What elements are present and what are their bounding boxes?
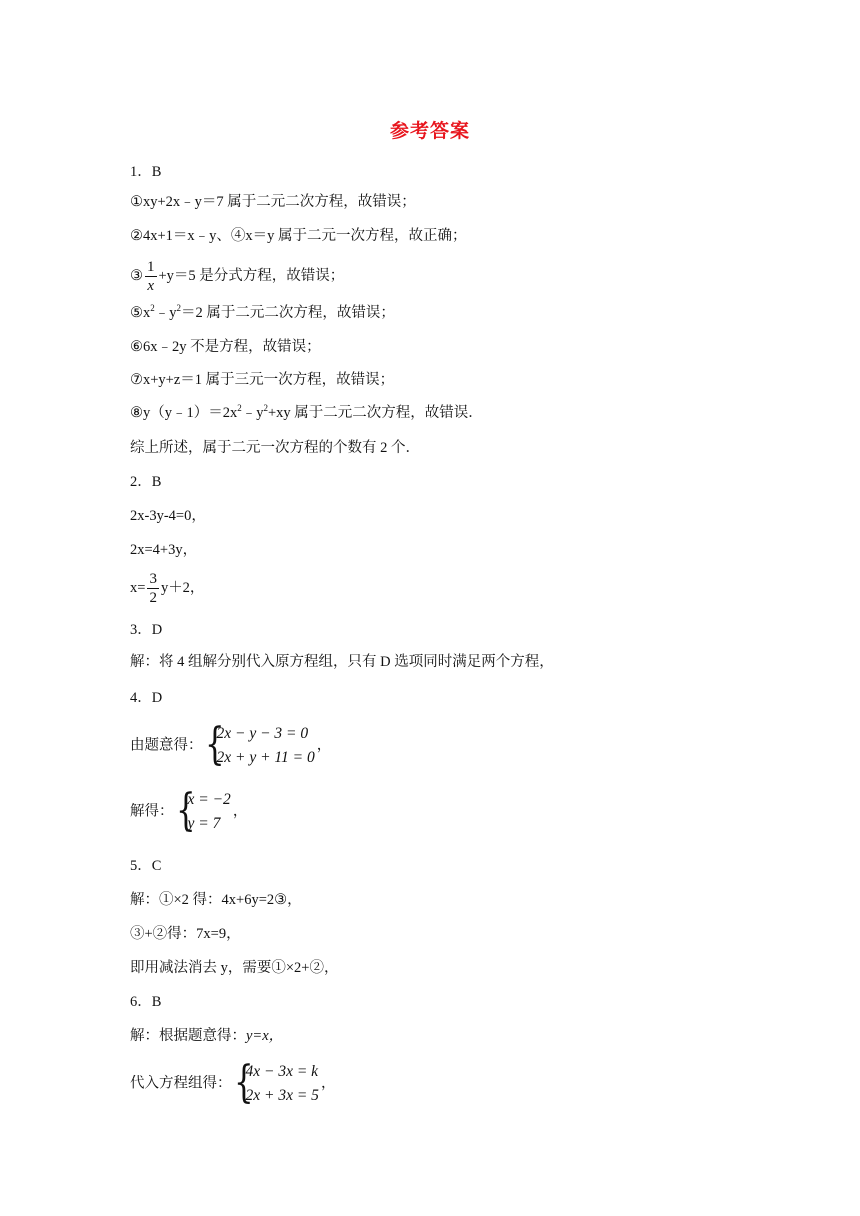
answer-1-line-1: ①xy+2x﹣y＝7 属于二元二次方程，故错误； bbox=[130, 194, 416, 210]
left-brace: { bbox=[233, 1057, 254, 1108]
answer-1-heading: 1．B bbox=[130, 164, 162, 180]
left-brace: { bbox=[175, 785, 196, 836]
fraction-numerator: 1 bbox=[147, 259, 155, 275]
text-segment: ⑧y（y﹣1）＝2x bbox=[130, 405, 238, 421]
answer-5-line-3: 即用减法消去 y，需要①×2+②， bbox=[130, 960, 339, 976]
answer-2-heading: 2．B bbox=[130, 474, 162, 490]
circle-number: ③ bbox=[130, 267, 143, 284]
answer-1-line-7 bbox=[130, 403, 483, 423]
answer-4-line-1 bbox=[130, 719, 332, 770]
answer-6-line-1 bbox=[130, 1026, 283, 1046]
text-segment: 解：根据题意得： bbox=[130, 1028, 246, 1044]
fraction-3-over-2 bbox=[147, 570, 159, 607]
answer-5-heading: 5．C bbox=[130, 858, 162, 874]
answer-1-line-3-text: +y＝5 是分式方程，故错误； bbox=[158, 267, 345, 284]
answer-1-line-5: ⑥6x﹣2y 不是方程，故错误； bbox=[130, 339, 321, 355]
equation: 2x − y − 3 = 0 bbox=[216, 725, 309, 742]
answer-1-line-4 bbox=[130, 303, 395, 323]
answer-2-line-2: 2x=4+3y， bbox=[130, 542, 198, 558]
text-segment: y＋2， bbox=[160, 579, 205, 596]
left-brace: { bbox=[204, 719, 225, 770]
fraction-denominator: 2 bbox=[149, 590, 157, 606]
superscript: 2 bbox=[150, 303, 155, 313]
text-segment: ﹣y bbox=[241, 405, 264, 421]
page-title: 参考答案 bbox=[389, 120, 470, 142]
equation: x = −2 bbox=[187, 791, 231, 808]
equation: 4x − 3x = k bbox=[245, 1063, 319, 1080]
answer-6-heading: 6．B bbox=[130, 994, 162, 1010]
text-segment: ， bbox=[320, 1075, 336, 1092]
answer-5-line-1: 解：①×2 得：4x+6y=2③， bbox=[130, 892, 302, 908]
fraction-numerator: 3 bbox=[149, 571, 157, 587]
text-segment: ， bbox=[316, 737, 332, 754]
answer-1-summary: 综上所述，属于二元一次方程的个数有 2 个． bbox=[130, 440, 420, 456]
fraction-1-over-x bbox=[145, 258, 157, 295]
answer-1-line-6: ⑦x+y+z＝1 属于三元一次方程，故错误； bbox=[130, 372, 395, 388]
text-segment: y=x， bbox=[246, 1028, 284, 1044]
answer-5-line-2: ③+②得：7x=9， bbox=[130, 926, 241, 942]
text-segment: ＝2 属于二元二次方程，故错误； bbox=[181, 305, 395, 321]
text-segment: x= bbox=[130, 579, 146, 596]
answer-4-line-2 bbox=[130, 785, 248, 836]
answer-6-line-2 bbox=[130, 1057, 336, 1108]
text-segment: 代入方程组得： bbox=[130, 1075, 232, 1092]
answer-2-line-1: 2x-3y-4=0， bbox=[130, 508, 206, 524]
answer-4-heading: 4．D bbox=[130, 690, 163, 706]
text-segment: ⑤x bbox=[130, 305, 151, 321]
answer-1-line-2: ②4x+1＝x﹣y、④x＝y 属于二元一次方程，故正确； bbox=[130, 228, 467, 244]
text-segment: +xy 属于二元二次方程，故错误． bbox=[268, 405, 483, 421]
superscript: 2 bbox=[263, 403, 268, 413]
equation-system bbox=[204, 719, 315, 770]
answer-3-heading: 3．D bbox=[130, 622, 163, 638]
text-segment: ﹣y bbox=[154, 305, 177, 321]
superscript: 2 bbox=[237, 403, 242, 413]
equation: y = 7 bbox=[187, 815, 221, 832]
equation: 2x + y + 11 = 0 bbox=[216, 749, 315, 766]
text-segment: ， bbox=[232, 803, 248, 820]
equation: 2x + 3x = 5 bbox=[245, 1087, 319, 1104]
solution-system bbox=[175, 785, 231, 836]
text-segment: 由题意得： bbox=[130, 737, 203, 754]
answer-2-line-3 bbox=[130, 570, 204, 607]
answer-3-line-1: 解：将 4 组解分别代入原方程组，只有 D 选项同时满足两个方程， bbox=[130, 654, 554, 670]
answer-1-line-3 bbox=[130, 258, 344, 295]
fraction-denominator: x bbox=[147, 278, 155, 294]
text-segment: 解得： bbox=[130, 803, 174, 820]
superscript: 2 bbox=[176, 303, 181, 313]
equation-system bbox=[233, 1057, 319, 1108]
